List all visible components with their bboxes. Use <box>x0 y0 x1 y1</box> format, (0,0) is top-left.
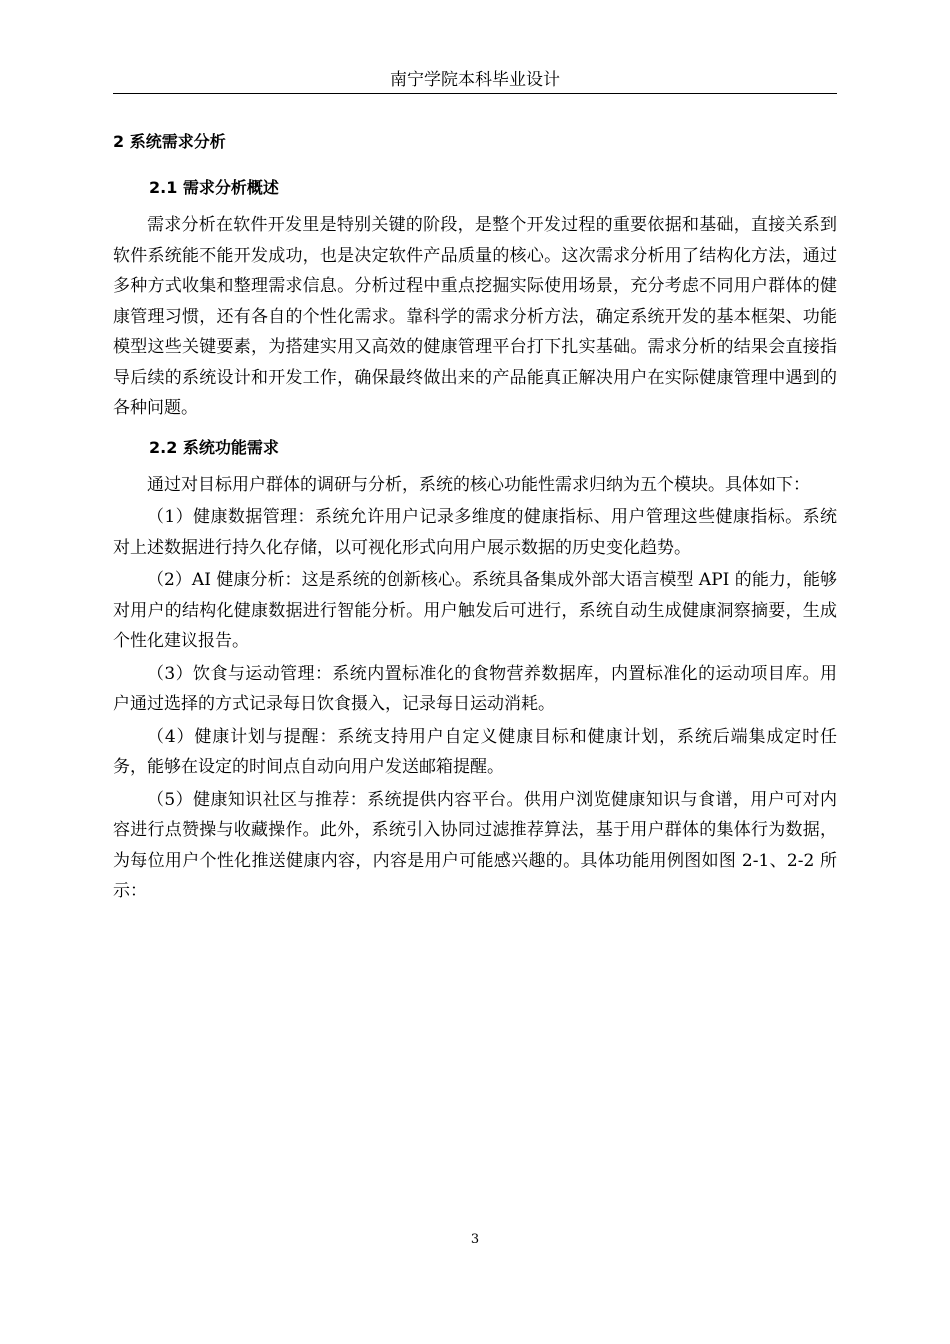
paragraph-item-2: （2）AI 健康分析：这是系统的创新核心。系统具备集成外部大语言模型 API 的能力，能够对用户的结构化健康数据进行智能分析。用户触发后可进行，系统自动生成健康洞察摘要，生成个性化建议报告。 <box>113 570 837 651</box>
page-header: 南宁学院本科毕业设计 <box>113 68 837 94</box>
paragraph-item-1: （1）健康数据管理：系统允许用户记录多维度的健康指标、用户管理这些健康指标。系统对上述数据进行持久化存储，以可视化形式向用户展示数据的历史变化趋势。 <box>113 507 837 558</box>
paragraph-intro: 通过对目标用户群体的调研与分析，系统的核心功能性需求归纳为五个模块。具体如下： <box>147 474 810 495</box>
paragraph-item-4: （4）健康计划与提醒：系统支持用户自定义健康目标和健康计划，系统后端集成定时任务，能够在设定的时间点自动向用户发送邮箱提醒。 <box>113 726 837 777</box>
paragraph-overview: 需求分析在软件开发里是特别关键的阶段，是整个开发过程的重要依据和基础，直接关系到软件系统能不能开发成功，也是决定软件产品质量的核心。这次需求分析用了结构化方法，通过多种方式收集和整理需求信息。分析过程中重点挖掘实际使用场景，充分考虑不同用户群体的健康管理习惯，还有各自的个性化需求。靠科学的需求分析方法，确定系统开发的基本框架、功能模型这些关键要素，为搭建实用又高效的健康管理平台打下扎实基础。需求分析的结果会直接指导后续的系统设计和开发工作，确保最终做出来的产品能真正解决用户在实际健康管理中遇到的各种问题。 <box>113 215 837 418</box>
page-content <box>113 128 837 907</box>
subsection-heading-2-1: 2.1 需求分析概述 <box>149 178 279 197</box>
page-number: 3 <box>470 1232 480 1247</box>
section-heading: 2 系统需求分析 <box>113 132 226 151</box>
subsection-heading-2-2: 2.2 系统功能需求 <box>149 437 279 457</box>
paragraph-item-3: （3）饮食与运动管理：系统内置标准化的食物营养数据库，内置标准化的运动项目库。用户通过选择的方式记录每日饮食摄入，记录每日运动消耗。 <box>113 663 837 714</box>
paragraph-item-5: （5）健康知识社区与推荐：系统提供内容平台。供用户浏览健康知识与食谱，用户可对内容进行点赞操与收藏操作。此外，系统引入协同过滤推荐算法，基于用户群体的集体行为数据，为每位用户个性化推送健康内容，内容是用户可能感兴趣的。具体功能用例图如图 2-1、2-2 所示： <box>113 789 837 901</box>
